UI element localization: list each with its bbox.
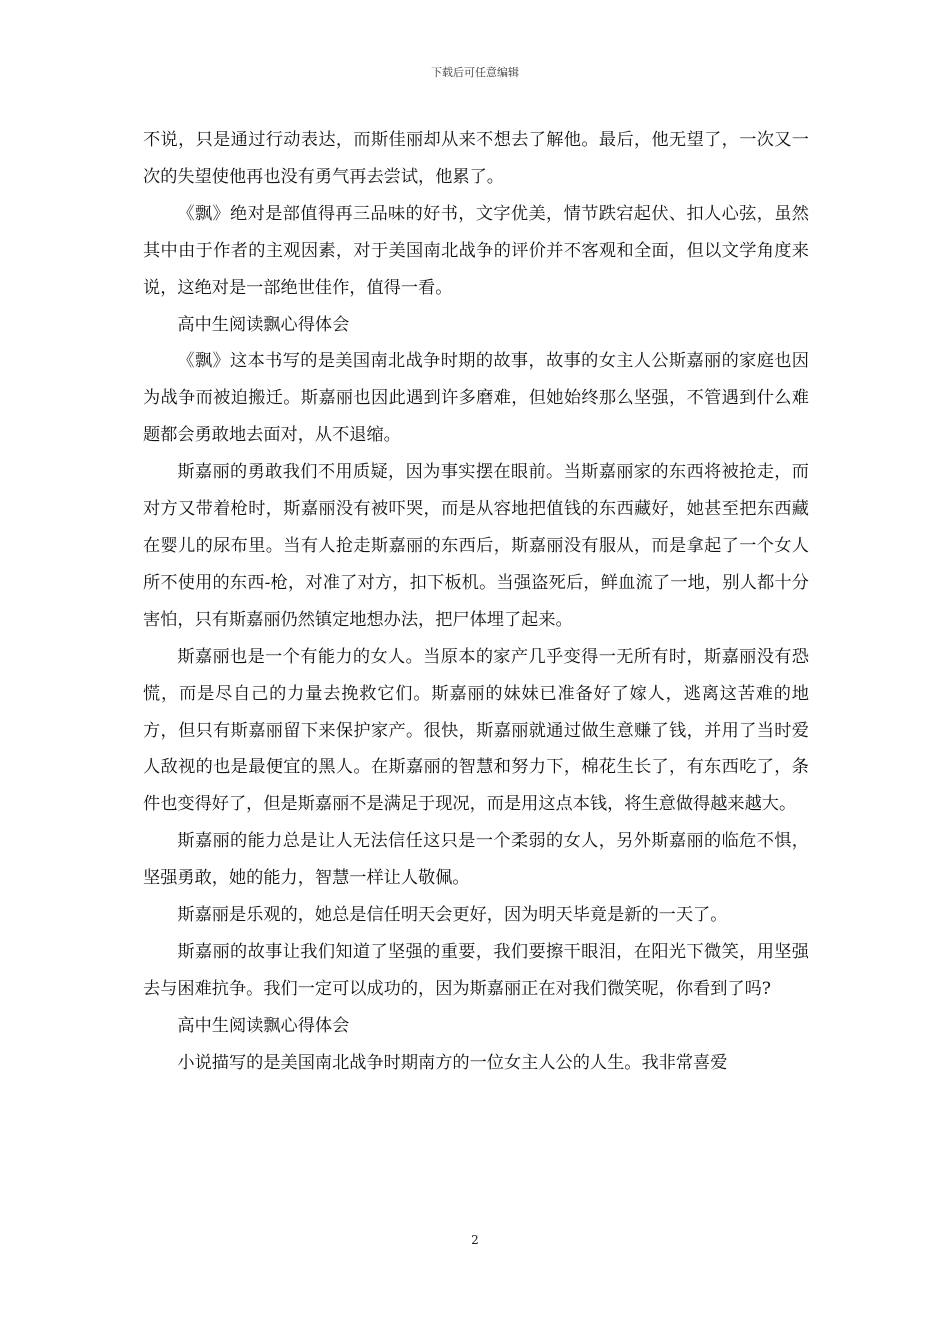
paragraph: 小说描写的是美国南北战争时期南方的一位女主人公的人生。我非常喜爱 — [177, 1052, 728, 1073]
page-number: 2 — [471, 1233, 479, 1247]
paragraph: 斯嘉丽是乐观的，她总是信任明天会更好，因为明天毕竟是新的一天了。 — [177, 905, 728, 926]
paragraph: 斯嘉丽的勇敢我们不用质疑，因为事实摆在眼前。当斯嘉丽家的东西将被抢走，而对方又带着枪时，斯嘉丽没有被吓哭，而是从容地把值钱的东西藏好，她甚至把东西藏在婴儿的尿布里。当有人抢走斯嘉丽的东西后，斯嘉丽没有服从，而是拿起了一个女人所不使用的东西-枪，对准了对方，扣下板机。当强盗死后，鲜血流了一地，别人都十分害怕，只有斯嘉丽仍然镇定地想办法，把尸体埋了起来。 — [143, 462, 809, 630]
paragraph: 《飘》这本书写的是美国南北战争时期的故事，故事的女主人公斯嘉丽的家庭也因为战争而被迫搬迁。斯嘉丽也因此遇到许多磨难，但她始终那么坚强，不管遇到什么难题都会勇敢地去面对，从不退缩。 — [143, 351, 809, 446]
paragraph: 《飘》绝对是部值得再三品味的好书，文字优美，情节跌宕起伏、扣人心弦，虽然其中由于作者的主观因素，对于美国南北战争的评价并不客观和全面，但以文学角度来说，这绝对是一部绝世佳作，值得一看。 — [143, 203, 809, 298]
page-header: 下载后可任意编辑 — [431, 66, 519, 79]
paragraph: 斯嘉丽的能力总是让人无法信任这只是一个柔弱的女人，另外斯嘉丽的临危不惧，坚强勇敢，她的能力，智慧一样让人敬佩。 — [143, 831, 809, 889]
paragraph: 斯嘉丽的故事让我们知道了坚强的重要，我们要擦干眼泪，在阳光下微笑，用坚强去与困难抗争。我们一定可以成功的，因为斯嘉丽正在对我们微笑呢，你看到了吗? — [143, 941, 809, 999]
paragraph: 不说，只是通过行动表达，而斯佳丽却从来不想去了解他。最后，他无望了，一次又一次的失望使他再也没有勇气再去尝试，他累了。 — [143, 130, 809, 187]
section-heading: 高中生阅读飘心得体会 — [177, 314, 350, 335]
document-body — [143, 122, 809, 1082]
paragraph: 斯嘉丽也是一个有能力的女人。当原本的家产几乎变得一无所有时，斯嘉丽没有恐慌，而是尽自己的力量去挽救它们。斯嘉丽的妹妹已准备好了嫁人，逃离这苦难的地方，但只有斯嘉丽留下来保护家产。很快，斯嘉丽就通过做生意赚了钱，并用了当时爱人敌视的也是最便宜的黑人。在斯嘉丽的智慧和努力下，棉花生长了，有东西吃了，条件也变得好了，但是斯嘉丽不是满足于现况，而是用这点本钱，将生意做得越来越大。 — [143, 646, 809, 815]
section-heading: 高中生阅读飘心得体会 — [177, 1015, 350, 1036]
